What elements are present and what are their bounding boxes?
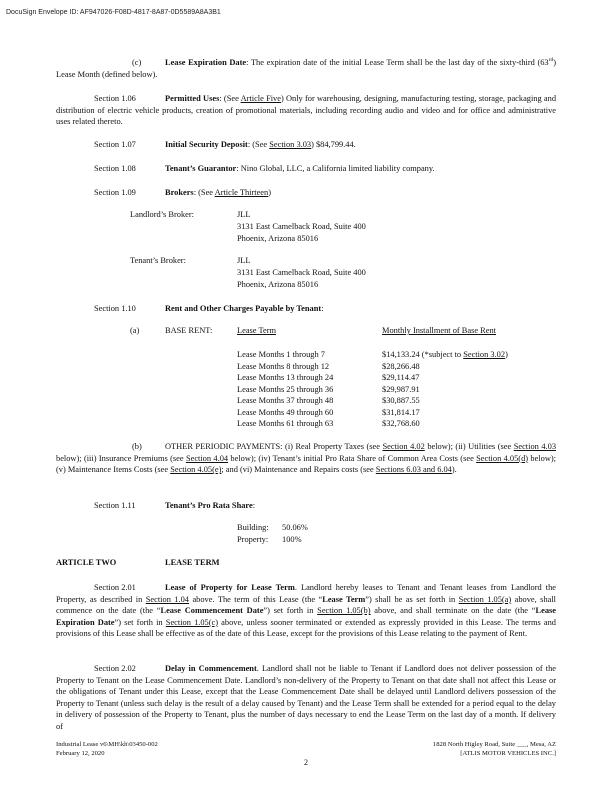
paragraph-text: OTHER PERIODIC PAYMENTS: (i) Real Property Taxes (see [165,442,383,451]
lease-term-header: Lease Term [237,326,277,335]
rent-row-term: Lease Months 49 through 60 [237,407,334,417]
rent-amount: $28,266.48 [382,361,420,371]
pro-rata-property-value: 100% [282,535,302,544]
section-number: Section 1.09 [94,188,136,197]
paragraph-text: ) $84,799.44. [311,140,356,149]
paragraph-text: ) Only for warehousing, designing, manufacturing testing, storage, packaging and distribution of electric vehicle products, creation of promotional materials, including recording audio and video and for office and administrative uses related thereto. [56,94,557,127]
section-1-06-paragraph [56,93,556,128]
base-rent-label: (a) [130,326,140,335]
paragraph-text: . Landlord hereby leases to Tenant and Tenant leases from Landlord the Property, as described in [56,583,556,604]
cross-reference-link: Section 1.05(a) [458,594,512,604]
section-2-01-paragraph [56,582,556,640]
cross-reference-link: Section 3.03 [269,140,312,149]
paragraph-text: above, unless sooner terminated or extended as expressly provided in this Lease. The terms and provisions of this Lease shall be effective as of the date of this Lease, except for the provisions of this Lease relating to the payment of Rent. [56,617,556,639]
footer-property-address: 1828 North Higley Road, Suite ___, Mesa, AZ [432,741,556,748]
monthly-installment-header: Monthly Installment of Base Rent [382,326,496,335]
rent-row-amount [382,361,420,373]
section-number: Section 1.07 [94,140,136,149]
cross-reference-link: Section 4.05(e) [170,465,222,475]
cross-reference-link: Article Five [240,94,281,103]
article-title: LEASE TERM [165,558,220,567]
cross-reference-link: Sections 6.03 and 6.04 [375,465,452,475]
landlord-broker-address: 3131 East Camelback Road, Suite 400 [237,222,366,231]
tenant-broker-name: JLL [237,256,251,265]
footer-document-id: Industrial Lease v6\MH\kh\03450-002 [56,741,158,748]
section-number: Section 2.01 [94,583,136,592]
base-rent-title: BASE RENT: [165,326,213,335]
section-2-02-paragraph [56,663,556,733]
cross-reference-link: Section 1.05(c) [165,617,219,627]
lease-expiration-paragraph [56,57,556,80]
section-number: Section 1.08 [94,164,136,173]
rent-amount: $29,987.91 [382,384,420,394]
section-1-08-paragraph [56,163,556,175]
paragraph-text: : [252,501,256,510]
tenant-broker-address: 3131 East Camelback Road, Suite 400 [237,268,366,277]
other-periodic-payments-paragraph [56,441,556,476]
paragraph-text: below); (iv) Tenant’s initial Pro Rata Share of Common Area Costs (see [228,453,477,463]
pro-rata-property-label: Property: [237,535,269,544]
rent-row-term: Lease Months 1 through 7 [237,350,325,359]
cross-reference-link: Section 4.04 [185,453,229,463]
landlord-broker-city: Phoenix, Arizona 85016 [237,234,319,243]
defined-term: Delay in Commencement [165,664,257,673]
paragraph-text: below); (ii) Utilities (see [424,442,514,451]
section-number: (b) [132,442,142,451]
paragraph-text: : [321,304,324,313]
cross-reference-link: Section 4.05(d) [476,453,529,463]
rent-row-amount [382,349,508,361]
tenant-broker-city: Phoenix, Arizona 85016 [237,280,319,289]
defined-term: Lease Term [322,594,366,604]
paragraph-text: ”) shall be as set forth in [365,594,459,604]
paragraph-text: ) Lease Month (defined below). [56,58,556,79]
landlord-broker-label: Landlord’s Broker: [130,210,194,219]
section-1-09-paragraph [56,187,556,199]
cross-reference-link: Section 4.03 [513,442,557,451]
rent-row-amount [382,384,420,396]
paragraph-text: above, shall commence on the date (the “ [56,594,557,616]
cross-reference-link: Section 4.02 [382,442,425,451]
rent-amount: $14,133.24 (*subject to [382,350,464,359]
paragraph-text: : The expiration date of the initial Lease Term shall be the last day of the sixty-third (63 [246,58,549,67]
section-1-11-paragraph [56,500,556,512]
section-number: (c) [132,58,142,67]
section-number: Section 2.02 [94,664,136,673]
rent-row-term: Lease Months 13 through 24 [237,373,334,382]
rent-amount: $31,814.17 [382,407,420,417]
pro-rata-building-label: Building: [237,523,269,532]
article-number: ARTICLE TWO [56,558,117,567]
paragraph-text: rd [548,57,554,64]
cross-reference-link: Section 1.05(b) [317,606,371,616]
rent-row-term: Lease Months 8 through 12 [237,361,330,371]
landlord-broker-name: JLL [237,210,251,219]
rent-row-term: Lease Months 37 through 48 [237,396,334,405]
section-number: Section 1.06 [94,94,136,103]
paragraph-text: ; and (vi) Maintenance and Repairs costs (see [221,465,376,475]
rent-row-term: Lease Months 25 through 36 [237,384,334,394]
tenant-broker-label: Tenant’s Broker: [130,256,186,265]
page-number: 2 [304,758,308,767]
defined-term: Permitted Uses [165,94,220,103]
rent-row-term: Lease Months 61 through 63 [237,419,334,428]
paragraph-text: above. The term of this Lease (the “ [189,594,323,604]
paragraph-text: . Landlord shall not be liable to Tenant if Landlord does not deliver possession of the Property to Tenant on the Lease Commencement Date. Landlord’s non-delivery of the Property to Tenant on that date shall not affect this Lease or the obligations of Tenant under this Lease, except that the Lease Commencement Date shall be delayed until Landlord delivers possession of the Property to Tenant (unless such delay is the result of a delay caused by Tenant) and the Lease Term shall be extended for a period equal to the delay in delivery of possession of the Property to Tenant, plus the number of days necessary to end the Lease Term on the last day of a month. If delivery of [56,664,556,731]
section-number: Section 1.11 [94,501,136,510]
section-1-10-paragraph [56,303,556,315]
rent-amount: $29,114.47 [382,373,420,382]
defined-term: Brokers [165,188,194,197]
rent-row-amount [382,372,419,384]
rent-amount-tail: ) [505,350,508,359]
rent-row-amount [382,395,420,407]
paragraph-text: : (See [247,140,270,149]
cross-reference-link: Section 1.04 [145,594,189,604]
paragraph-text: ”) set forth in [114,617,166,627]
defined-term: Initial Security Deposit [165,140,248,149]
rent-amount: $32,768.60 [382,419,420,428]
paragraph-text: ) [268,188,271,197]
defined-term: Tenant’s Pro Rata Share [165,501,253,510]
cross-reference-link: Article Thirteen [214,188,269,197]
section-1-07-paragraph [56,139,556,151]
paragraph-text: above, and shall terminate on the date (the “ [370,606,536,616]
section-number: Section 1.10 [94,304,136,313]
rent-row-amount [382,407,420,419]
rent-row-amount [382,418,420,430]
defined-term: Tenant’s Guarantor [165,164,237,173]
defined-term: Lease Expiration Date [56,606,556,627]
paragraph-text: below); (v) Maintenance Items Costs (see [56,453,556,475]
footer-tenant-name: [ATLIS MOTOR VEHICLES INC.] [460,750,556,757]
defined-term: Rent and Other Charges Payable by Tenant [165,304,322,313]
paragraph-text: ). [451,465,457,475]
rent-amount: $30,887.55 [382,396,420,405]
paragraph-text: : Nino Global, LLC, a California limited liability company. [236,164,435,173]
paragraph-text: : (See [219,94,241,103]
paragraph-text: : (See [193,188,215,197]
defined-term: Lease Expiration Date [165,58,247,67]
paragraph-text: below); (iii) Insurance Premiums (see [56,453,186,463]
pro-rata-building-value: 50.06% [282,523,308,532]
defined-term: Lease of Property for Lease Term [165,583,295,592]
docusign-envelope-id: DocuSign Envelope ID: AF947026-F08D-4817-8A87-0D5589A8A3B1 [6,9,221,16]
footer-date: February 12, 2020 [56,750,105,757]
cross-reference-link: Section 3.02 [463,350,506,359]
defined-term: Lease Commencement Date [160,606,264,616]
paragraph-text: ”) set forth in [263,606,318,616]
